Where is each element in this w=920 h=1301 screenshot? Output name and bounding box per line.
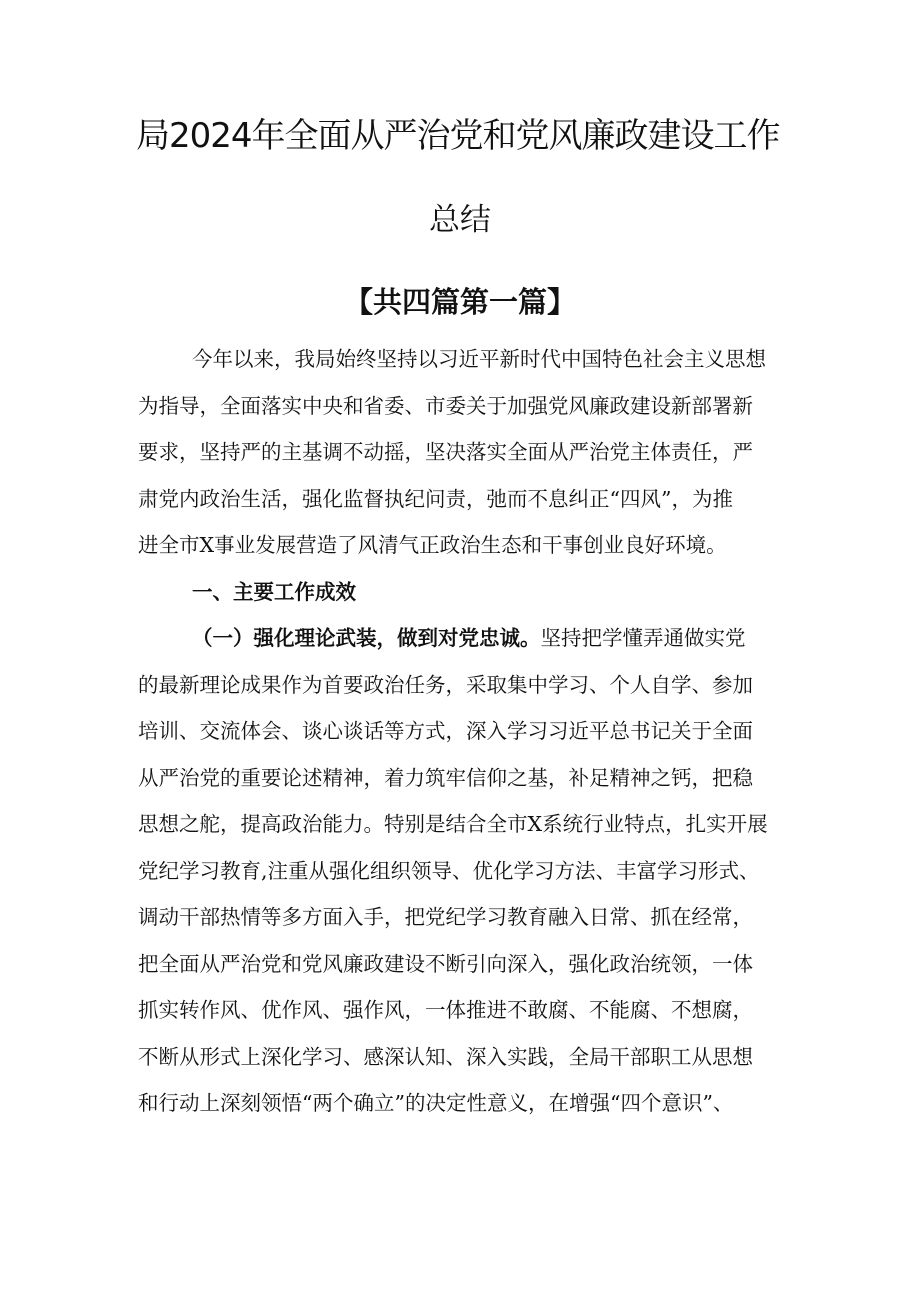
section-heading: 一、主要工作成效 [192,579,356,604]
paragraph-line: 把全面从严治党和党风廉政建设不断引向深入，强化政治统领，一体 [138,951,753,976]
paragraph-line: 调动干部热情等多方面入手，把党纪学习教育融入日常、抓在经常， [138,905,753,929]
paragraph-line: 从严治党的重要论述精神，着力筑牢信仰之基，补足精神之钙，把稳 [138,765,753,790]
paragraph-line: 肃党内政治生活，强化监督执纪问责，弛而不息纠正“四风”，为推 [138,486,733,511]
paragraph-line [138,615,798,662]
paragraph-line: 的最新理论成果作为首要政治任务，采取集中学习、个人自学、参加 [138,672,753,697]
document-title-line-1: 局2024年全面从严治党和党风廉政建设工作 [136,116,780,156]
paragraph-line: 进全市X事业发展营造了风清气正政治生态和干事创业良好环境。 [138,533,727,557]
paragraph-line: 今年以来，我局始终坚持以习近平新时代中国特色社会主义思想 [192,347,766,371]
paragraph-line: 思想之舵，提高政治能力。特别是结合全市X系统行业特点，扎实开展 [138,812,768,836]
paragraph-line: 培训、交流体会、谈心谈话等方式，深入学习习近平总书记关于全面 [138,719,753,743]
paragraph-line: 和行动上深刻领悟“两个确立”的决定性意义，在增强“四个意识”、 [138,1091,734,1115]
sub-heading-continuation: 坚持把学懂弄通做实党 [540,626,746,650]
paragraph-line: 党纪学习教育,注重从强化组织领导、优化学习方法、丰富学习形式、 [138,858,760,883]
document-title-line-2: 总结 [429,202,491,238]
document-subtitle: 【共四篇第一篇】 [343,285,576,319]
paragraph-line: 为指导，全面落实中央和省委、市委关于加强党风廉政建设新部署新 [138,393,753,418]
paragraph-line: 要求，坚持严的主基调不动摇，坚决落实全面从严治党主体责任，严 [138,440,753,464]
sub-heading: （一）强化理论武装，做到对党忠诚。 [192,626,541,650]
paragraph-line: 不断从形式上深化学习、感深认知、深入实践，全局干部职工从思想 [138,1044,753,1069]
document-body [138,336,798,1127]
paragraph-line: 抓实转作风、优作风、强作风，一体推进不敢腐、不能腐、不想腐， [138,998,753,1022]
